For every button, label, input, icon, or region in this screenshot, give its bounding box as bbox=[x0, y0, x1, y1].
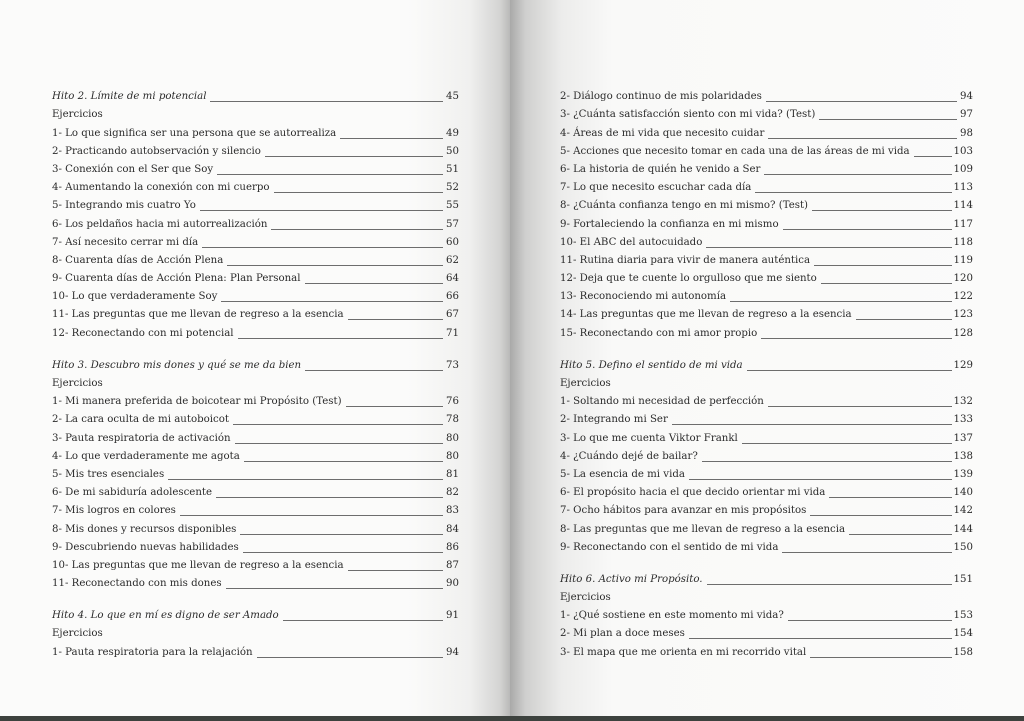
section-title: Hito 4. Lo que en mí es digno de ser Amado 91 bbox=[52, 610, 459, 622]
table-of-contents-right bbox=[560, 88, 973, 662]
toc-entry: 3- Lo que me cuenta Viktor Frankl 137 bbox=[560, 432, 973, 444]
toc-entry: 3- Conexión con el Ser que Soy 51 bbox=[52, 163, 459, 175]
toc-entry: 1- Soltando mi necesidad de perfección 132 bbox=[560, 396, 973, 408]
toc-entry: 9- Descubriendo nuevas habilidades 86 bbox=[52, 541, 459, 553]
toc-entry: 1- ¿Qué sostiene en este momento mi vida? 153 bbox=[560, 610, 973, 622]
toc-entry: 8- Mis dones y recursos disponibles 84 bbox=[52, 523, 459, 535]
toc-entry: 5- Integrando mis cuatro Yo 55 bbox=[52, 200, 459, 212]
toc-entry: 7- Así necesito cerrar mi día 60 bbox=[52, 236, 459, 248]
exercises-label: Ejercicios bbox=[52, 109, 103, 121]
toc-entry: 9- Fortaleciendo la confianza en mi mismo 117 bbox=[560, 218, 973, 230]
toc-entry: 11- Reconectando con mis dones 90 bbox=[52, 578, 459, 590]
toc-entry: 2- Mi plan a doce meses 154 bbox=[560, 628, 973, 640]
toc-entry: 5- Acciones que necesito tomar en cada una de las áreas de mi vida 103 bbox=[560, 145, 973, 157]
toc-entry: 8- Cuarenta días de Acción Plena 62 bbox=[52, 254, 459, 266]
toc-entry: 8- Las preguntas que me llevan de regreso a la esencia 144 bbox=[560, 523, 973, 535]
section-title: Hito 5. Defino el sentido de mi vida 129 bbox=[560, 359, 973, 371]
toc-entry: 11- Las preguntas que me llevan de regreso a la esencia 67 bbox=[52, 309, 459, 321]
toc-entry: 3- Pauta respiratoria de activación 80 bbox=[52, 432, 459, 444]
toc-entry: 6- El propósito hacia el que decido orientar mi vida 140 bbox=[560, 487, 973, 499]
toc-entry: 7- Ocho hábitos para avanzar en mis propósitos 142 bbox=[560, 505, 973, 517]
exercises-label: Ejercicios bbox=[560, 378, 611, 389]
book-bottom-edge bbox=[0, 716, 1024, 721]
toc-entry: 9- Cuarenta días de Acción Plena: Plan Personal 64 bbox=[52, 273, 459, 285]
toc-entry: 1- Mi manera preferida de boicotear mi Propósito (Test) 76 bbox=[52, 396, 459, 408]
exercises-label: Ejercicios bbox=[52, 378, 103, 389]
toc-entry: 5- La esencia de mi vida 139 bbox=[560, 468, 973, 480]
toc-entry: 10- Las preguntas que me llevan de regreso a la esencia 87 bbox=[52, 559, 459, 571]
leader-line bbox=[210, 100, 443, 102]
toc-entry: 4- ¿Cuándo dejé de bailar? 138 bbox=[560, 450, 973, 462]
toc-entry: 3- El mapa que me orienta en mi recorrido vital 158 bbox=[560, 646, 973, 658]
section-title: Hito 6. Activo mi Propósito. 151 bbox=[560, 573, 973, 585]
toc-entry: 9- Reconectando con el sentido de mi vida 150 bbox=[560, 541, 973, 553]
toc-entry: 10- Lo que verdaderamente Soy 66 bbox=[52, 291, 459, 303]
right-page bbox=[510, 0, 1024, 716]
toc-entry: 7- Lo que necesito escuchar cada día 113 bbox=[560, 182, 973, 194]
toc-entry: 2- La cara oculta de mi autoboicot 78 bbox=[52, 414, 459, 426]
toc-entry: 6- De mi sabiduría adolescente 82 bbox=[52, 487, 459, 499]
toc-entry: 10- El ABC del autocuidado 118 bbox=[560, 236, 973, 248]
table-of-contents-left bbox=[52, 88, 459, 662]
toc-entry: 14- Las preguntas que me llevan de regreso a la esencia 123 bbox=[560, 309, 973, 321]
toc-entry: 12- Deja que te cuente lo orgulloso que me siento 120 bbox=[560, 273, 973, 285]
toc-entry: 2- Practicando autobservación y silencio 50 bbox=[52, 145, 459, 157]
toc-entry: 1- Lo que significa ser una persona que se autorrealiza 49 bbox=[52, 127, 459, 139]
toc-entry: 1- Pauta respiratoria para la relajación 94 bbox=[52, 646, 459, 658]
toc-entry: 3- ¿Cuánta satisfacción siento con mi vida? (Test) 97 bbox=[560, 109, 973, 121]
toc-entry: 4- Lo que verdaderamente me agota 80 bbox=[52, 450, 459, 462]
toc-entry: 5- Mis tres esenciales 81 bbox=[52, 468, 459, 480]
toc-entry: 13- Reconociendo mi autonomía 122 bbox=[560, 291, 973, 303]
section-title: Hito 3. Descubro mis dones y qué se me da bien 73 bbox=[52, 359, 459, 371]
toc-entry: 7- Mis logros en colores 83 bbox=[52, 505, 459, 517]
toc-entry: 4- Áreas de mi vida que necesito cuidar 98 bbox=[560, 127, 973, 139]
section-title: Hito 2. Límite de mi potencial 45 bbox=[52, 91, 459, 103]
exercises-label: Ejercicios bbox=[560, 592, 611, 604]
toc-entry: 2- Diálogo continuo de mis polaridades 94 bbox=[560, 91, 973, 103]
toc-entry: 4- Aumentando la conexión con mi cuerpo 52 bbox=[52, 182, 459, 194]
toc-entry: 6- Los peldaños hacia mi autorrealización 57 bbox=[52, 218, 459, 230]
toc-entry: 15- Reconectando con mi amor propio 128 bbox=[560, 327, 973, 339]
exercises-label: Ejercicios bbox=[52, 628, 103, 640]
left-page bbox=[0, 0, 510, 716]
toc-entry: 12- Reconectando con mi potencial 71 bbox=[52, 327, 459, 339]
toc-entry: 6- La historia de quién he venido a Ser 109 bbox=[560, 163, 973, 175]
toc-entry: 2- Integrando mi Ser 133 bbox=[560, 414, 973, 426]
toc-entry: 11- Rutina diaria para vivir de manera auténtica 119 bbox=[560, 254, 973, 266]
toc-entry: 8- ¿Cuánta confianza tengo en mi mismo? (Test) 114 bbox=[560, 200, 973, 212]
